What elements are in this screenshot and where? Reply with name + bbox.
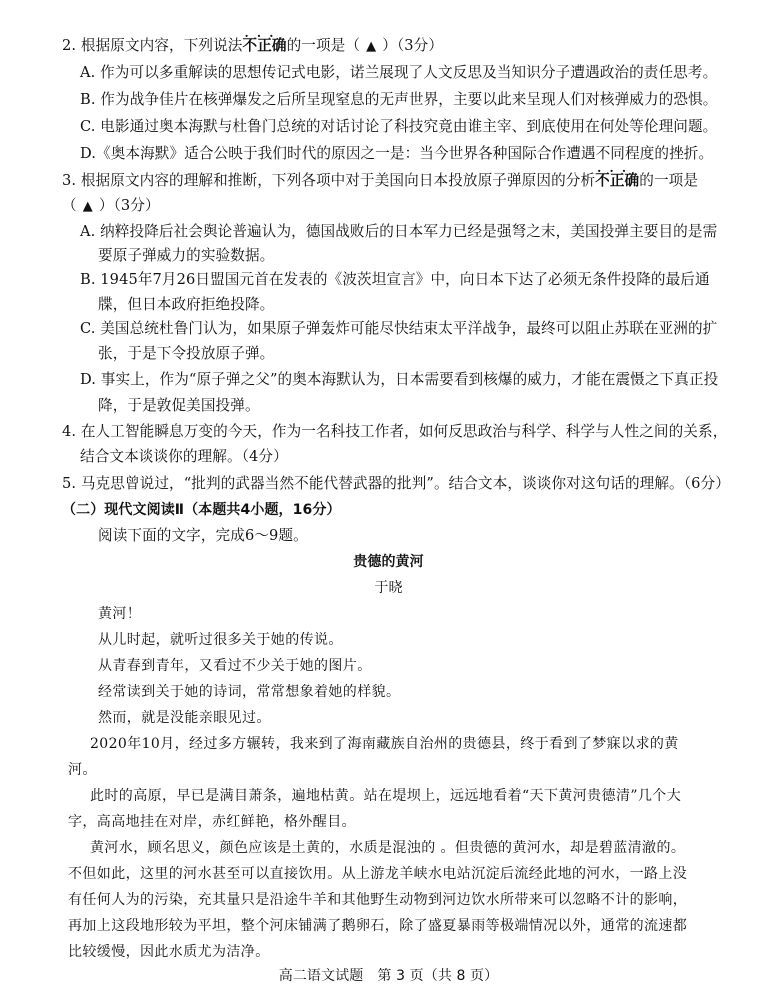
passage-title: 贵德的黄河 <box>353 554 424 570</box>
q3-stem-line2 <box>62 196 160 217</box>
q3-option-a: A. 纳粹投降后社会舆论普遍认为，德国战败后的日本军力已经是强弩之末，美国投弹主要目的是需 <box>80 223 718 240</box>
q2-stem <box>62 36 443 57</box>
q4-line2: 结合文本谈谈你的理解。（4分） <box>80 448 288 465</box>
q3-option-c-cont: 张，于是下令投放原子弹。 <box>98 345 275 362</box>
passage-paragraph-cont: 比较缓慢，因此水质尤为洁净。 <box>68 944 270 960</box>
q3-stem-post: 的一项是 <box>639 172 699 189</box>
passage-paragraph-cont: 不但如此，这里的河水甚至可以直接饮用。从上游龙羊峡水电站沉淀后流经此地的河水，一路上没 <box>68 866 688 882</box>
q3-option-c: C. 美国总统杜鲁门认为，如果原子弹轰炸可能尽快结束太平洋战争，最终可以阻止苏联在亚洲的扩 <box>80 320 718 337</box>
passage-paragraph-cont: 再加上这段地形较为平坦，整个河床铺满了鹅卵石，除了盛夏暴雨等极端情况以外，通常的流速都 <box>68 918 688 934</box>
passage-paragraph: 从青春到青年，又看过不少关于她的图片。 <box>98 658 372 674</box>
answer-mark-icon: ▲ <box>366 39 377 54</box>
q3-option-d: D. 事实上，作为“原子弹之父”的奥本海默认为，日本需要看到核爆的威力，才能在震慑之下真正投 <box>80 371 719 388</box>
section-heading: （二）现代文阅读Ⅱ（本题共4小题，16分） <box>62 502 341 518</box>
q3-option-b: B. 1945年7月26日盟国元首在发表的《波茨坦宣言》中，向日本下达了必须无条件投降的最后通 <box>80 271 710 288</box>
q3-stem <box>62 171 698 191</box>
q3-emphasis: 不正确 · · · <box>595 172 639 189</box>
passage-paragraph: 然而，就是没能亲眼见过。 <box>98 710 271 726</box>
q2-option-d: D.《奥本海默》适合公映于我们时代的原因之一是：当今世界各种国际合作遭遇不同程度的挫折。 <box>80 145 714 162</box>
q3-option-d-cont: 降，于是敦促美国投弹。 <box>98 397 260 414</box>
passage-paragraph: 经常读到关于她的诗词，常常想象着她的样貌。 <box>98 684 401 700</box>
passage-paragraph-cont: 有任何人为的污染，充其量只是沿途牛羊和其他野生动物到河边饮水所带来可以忽略不计的影响， <box>68 892 688 908</box>
section-intro: 阅读下面的文字，完成6～9题。 <box>98 527 308 544</box>
q2-option-b: B. 作为战争佳片在核弹爆发之后所呈现窒息的无声世界，主要以此来呈现人们对核弹威力的恐惧。 <box>80 91 718 108</box>
passage-paragraph: 从儿时起，就听过很多关于她的传说。 <box>98 632 343 648</box>
passage-paragraph: 2020年10月，经过多方辗转，我来到了海南藏族自治州的贵德县，终于看到了梦寐以求的黄 <box>90 736 679 752</box>
q3-score: ）（3分） <box>98 197 160 214</box>
passage-paragraph: 黄河水，顾名思义，颜色应该是土黄的，水质是混浊的 。但贵德的黄河水，却是碧蓝清澈的。 <box>90 840 686 856</box>
q2-option-c: C. 电影通过奥本海默与杜鲁门总统的对话讨论了科技究竟由谁主宰、到底使用在何处等伦理问题。 <box>80 118 718 135</box>
q5-line1: 5. 马克思曾说过，“批判的武器当然不能代替武器的批判”。结合文本，谈谈你对这句话的理解。（6分） <box>62 475 730 492</box>
q2-stem-text: 2. 根据原文内容，下列说法 <box>62 37 243 54</box>
q3-stem-text: 3. 根据原文内容的理解和推断，下列各项中对于美国向日本投放原子弹原因的分析 <box>62 172 596 189</box>
passage-paragraph-cont: 字，高高地挂在对岸，赤红鲜艳，格外醒目。 <box>68 814 356 830</box>
q2-stem-post: 的一项是（ <box>286 37 361 54</box>
q3-option-b-cont: 牒，但日本政府拒绝投降。 <box>98 296 275 313</box>
q4-line1: 4. 在人工智能瞬息万变的今天，作为一名科技工作者，如何反思政治与科学、科学与人性之间的关系， <box>62 423 728 440</box>
answer-mark-icon: ▲ <box>82 199 93 214</box>
q2-score: ）（3分） <box>382 37 444 54</box>
passage-paragraph: 黄河！ <box>98 606 142 622</box>
passage-author: 于晓 <box>374 580 403 596</box>
q3-option-a-cont: 要原子弹威力的实验数据。 <box>98 247 275 264</box>
passage-paragraph: 此时的高原，早已是满目萧条，遍地枯黄。站在堤坝上，远远地看着“天下黄河贵德清”几个大 <box>90 788 682 804</box>
page-footer: 高二语文试题 第 3 页（共 8 页） <box>278 968 499 984</box>
q2-emphasis: 不正确 · · · <box>243 37 287 54</box>
q3-paren-open: （ <box>62 197 77 214</box>
passage-paragraph-cont: 河。 <box>68 762 97 778</box>
q2-option-a: A. 作为可以多重解读的思想传记式电影，诺兰展现了人文反思及当知识分子遭遇政治的责任思考。 <box>80 64 718 81</box>
